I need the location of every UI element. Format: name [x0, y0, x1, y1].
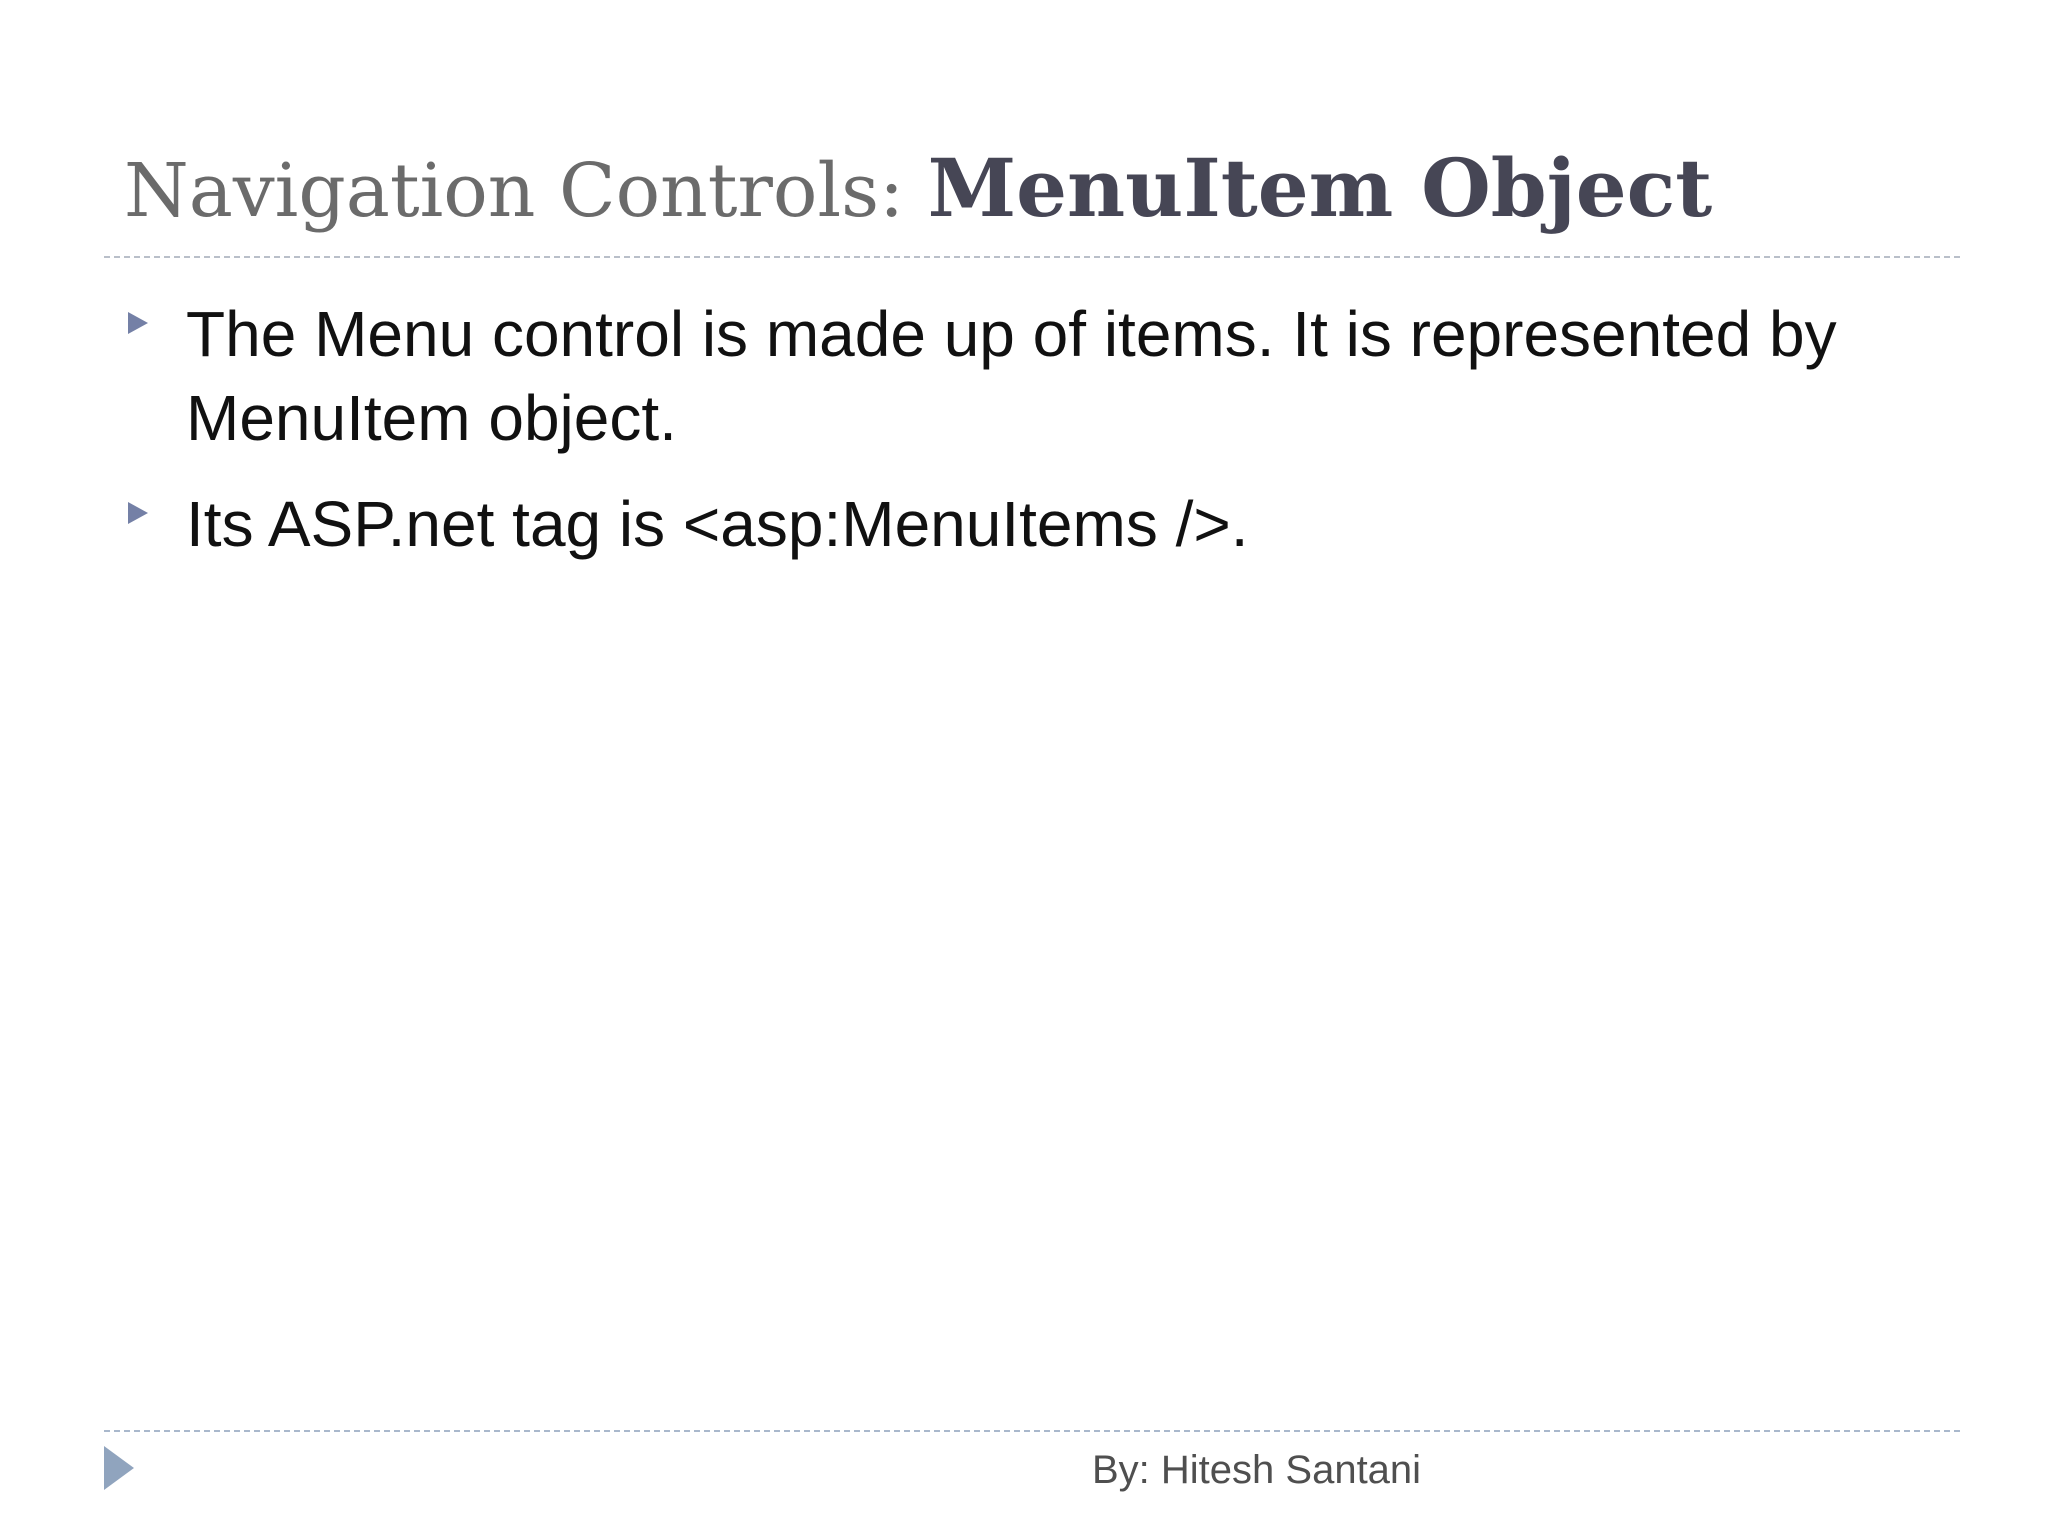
triangle-right-icon	[128, 502, 148, 524]
footer-author: By: Hitesh Santani	[1092, 1448, 1422, 1492]
bullet-text: The Menu control is made up of items. It is represented by MenuItem object.	[186, 298, 1837, 454]
title-prefix: Navigation Controls:	[124, 148, 928, 234]
footer-divider	[104, 1430, 1960, 1432]
bullet-text: Its ASP.net tag is <asp:MenuItems />.	[186, 488, 1249, 560]
title-divider	[104, 256, 1960, 258]
play-arrow-icon	[104, 1446, 134, 1490]
slide-title	[124, 141, 1713, 235]
title-main: MenuItem Object	[927, 141, 1713, 235]
bullet-list	[128, 292, 1928, 588]
bullet-item	[128, 482, 1928, 566]
bullet-item	[128, 292, 1928, 460]
triangle-right-icon	[128, 312, 148, 334]
